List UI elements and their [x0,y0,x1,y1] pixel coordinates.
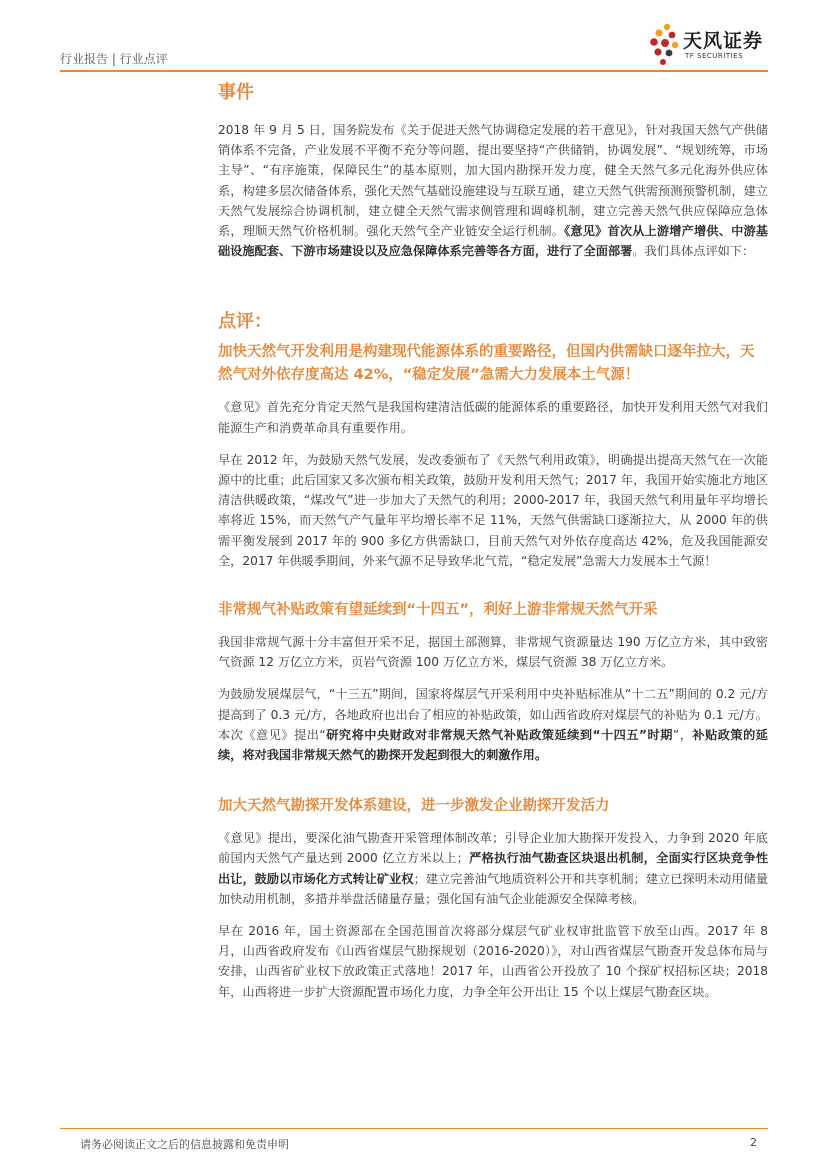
review-h1-paragraph-2: 早在 2012 年，为鼓励天然气发展，发改委颁布了《天然气利用政策》，明确提出提高天然气在一次能源中的比重；此后国家又多次颁布相关政策，鼓励开发利用天然气；2017 年，我国开始实施北方地区清洁供暖政策，“煤改气”进一步加大了天然气的利用；2000-2017 年，我国天然气利用量年平均增长率将近 15%，而天然气产气量年平均增长率不足 11%，天然气供需缺口逐渐拉大，从 2000 年的供需平衡发展到 2017 年的 900 多亿方供需缺口，目前天然气对外依存度高达 42%，危及我国能源安全，2017 年供暖季期间，外来气源不足导致华北气荒，“稳定发展”急需大力发展本土气源！ [218,452,768,568]
section-title-review: 点评： [218,311,272,333]
review-heading-3: 加大天然气勘探开发体系建设，进一步激发企业勘探开发活力 [218,798,610,815]
h2-p2-bold-quote: 研究将中央财政对非常规天然气补贴政策延续到“十四五”时期 [325,727,673,742]
report-category: 行业报告 | 行业点评 [60,52,168,66]
logo-name-en: TF SECURITIES [685,52,744,60]
header-divider [60,70,768,72]
review-heading-2: 非常规气补贴政策有望延续到“十四五”，利好上游非常规天然气开采 [218,602,658,619]
review-h2-paragraph-2 [218,684,768,765]
h2-p2-bold-conclusion: 补贴政策的延续，将对我国非常规天然气的勘探开发起到很大的刺激作用。 [218,727,768,763]
review-heading-1: 加快天然气开发利用是构建现代能源体系的重要路径，但国内供需缺口逐年拉大，天然气对外依存度高达 42%，“稳定发展”急需大力发展本土气源！ [218,344,755,384]
h3-p1-text-b: ；建立完善油气地质资料公开和共享机制；建立已探明未动用储量加快动用机制，多措并举盘活储量存量；强化国有油气企业能源安全保障考核。 [218,871,769,906]
h3-p1-text-a: 《意见》提出，要深化油气勘查开采管理体制改革；引导企业加大勘探开发投入，力争到 2020 年底前国内天然气产量达到 2000 亿立方米以上； [218,831,768,866]
event-text-tail: 。我们具体点评如下： [632,244,755,259]
review-h1-paragraph-1: 《意见》首先充分肯定天然气是我国构建清洁低碳的能源体系的重要路径，加快开发利用天然气对我们能源生产和消费革命具有重要作用。 [218,400,768,435]
review-h3-paragraph-2: 早在 2016 年，国土资源部在全国范围首次将部分煤层气矿业权审批监管下放至山西。2017 年 8 月，山西省政府发布《山西省煤层气勘探规划（2016-2020）》，对山西省煤层气勘查开发总体布局与安排，山西省矿业权下放政策正式落地！2017 年，山西省公开投放了 10 个探矿权招标区块；2018 年，山西将进一步扩大资源配置市场化力度，力争全年公开出让 15 个以上煤层气勘查区块。 [218,924,768,999]
footer-disclaimer: 请务必阅读正文之后的信息披露和免责申明 [80,1138,289,1151]
logo-name-cn: 天风证券 [683,30,764,52]
footer-divider [60,1128,768,1129]
logo-flower-icon [645,22,683,68]
h2-p2-mid: ”， [672,727,693,742]
h3-p1-bold: 严格执行油气勘查区块退出机制，全面实行区块竞争性出让，鼓励以市场化方式转让矿业权 [218,851,769,886]
h2-p2-text: 为鼓励发展煤层气，“十三五”期间，国家将煤层气开采利用中央补贴标准从“十二五”期间的 0.2 元/方提高到了 0.3 元/方，各地政府也出台了相应的补贴政策，如山西省政府对煤层气的补贴为 0.1 元/方。本次《意见》提出“ [218,687,768,742]
event-text: 2018 年 9 月 5 日，国务院发布《关于促进天然气协调稳定发展的若干意见》，针对我国天然气产供储销体系不完备，产业发展不平衡不充分等问题，提出要坚持“产供储销，协调发展”、“规划统筹，市场主导”、“有序施策，保障民生”的基本原则，加大国内勘探开发力度，健全天然气多元化海外供应体系，构建多层次储备体系，强化天然气基础设施建设与互联互通，建立天然气供需预测预警机制，建立天然气发展综合协调机制，建立健全天然气需求侧管理和调峰机制，建立完善天然气供应保障应急体系，理顺天然气价格机制。强化天然气全产业链安全运行机制。 [218,123,768,239]
section-title-event: 事件 [218,82,254,103]
review-h2-paragraph-1: 我国非常规气源十分丰富但开采不足，据国土部测算，非常规气资源量达 190 万亿立方米，其中致密气资源 12 万亿立方米，页岩气资源 100 万亿立方米，煤层气资源 38 万亿立方米。 [218,635,768,670]
main-content [218,78,768,1002]
event-paragraph [218,120,768,261]
event-text-bold: 《意见》首次从上游增产增供、中游基础设施配套、下游市场建设以及应急保障体系完善等各方面，进行了全面部署 [218,224,768,259]
review-h3-paragraph-1 [218,828,768,909]
brand-logo [645,22,775,70]
page-number: 2 [750,1136,757,1149]
